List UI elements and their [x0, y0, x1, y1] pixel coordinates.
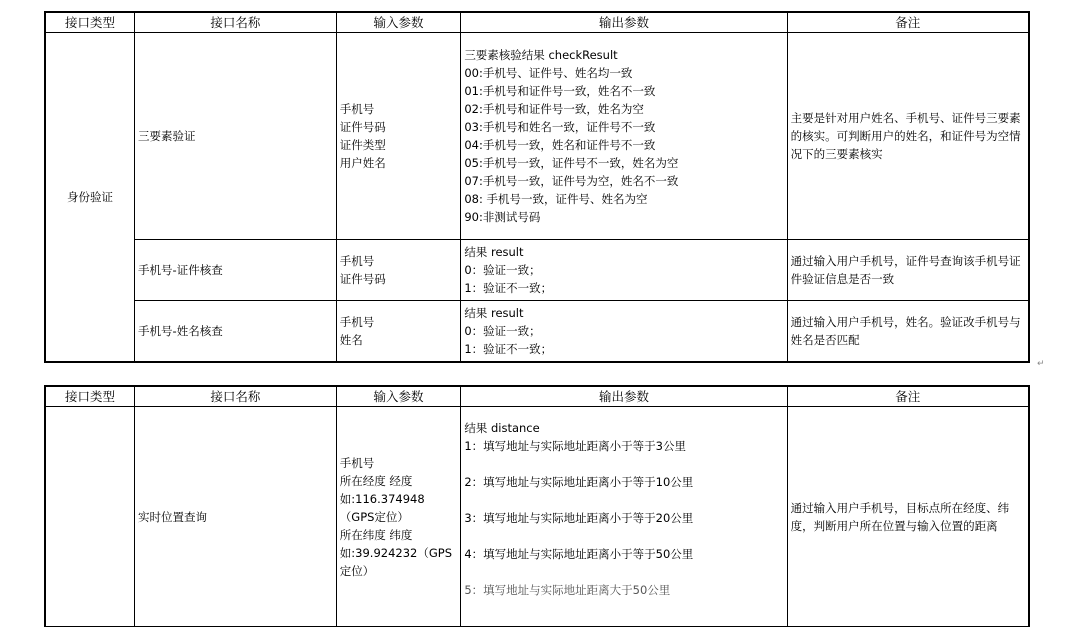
input-param: 如:116.374948（GPS定位）	[339, 491, 425, 524]
output-line: 结果 distance	[464, 421, 540, 435]
header-interface-name: 接口名称	[135, 386, 337, 407]
output-params-cell	[461, 240, 787, 301]
output-line: 04:手机号一致，姓名和证件号不一致	[464, 138, 656, 152]
identity-verification-table	[44, 11, 1030, 363]
table-row	[45, 301, 1029, 362]
output-line: 00:手机号、证件号、姓名均一致	[464, 66, 633, 80]
input-param: 所在经度 经度	[339, 473, 413, 488]
input-param: 用户姓名	[339, 156, 386, 170]
table-row	[45, 407, 1029, 627]
output-line: 03:手机号和姓名一致，证件号不一致	[464, 120, 656, 134]
header-input-params: 输入参数	[336, 12, 461, 33]
output-line: 0：验证一致；	[464, 323, 541, 338]
interface-name-cell: 手机号-证件核查	[135, 240, 337, 301]
output-line: 0：验证一致；	[464, 263, 541, 277]
output-line: 01:手机号和证件号一致，姓名不一致	[464, 84, 656, 98]
output-line: 1：填写地址与实际地址距离小于等于3公里	[464, 439, 686, 453]
input-param: 证件号码	[339, 120, 386, 134]
output-line: 1：验证不一致；	[464, 341, 553, 356]
output-line: 02:手机号和证件号一致，姓名为空	[464, 102, 644, 116]
input-param: 手机号	[339, 254, 375, 268]
header-interface-type: 接口类型	[45, 12, 135, 33]
table-row	[45, 33, 1029, 240]
table-header-row	[45, 12, 1029, 33]
input-param: 姓名	[339, 332, 363, 347]
notes-cell: 主要是针对用户姓名、手机号、证件号三要素的核实。可判断用户的姓名，和证件号为空情况下的三要素核实	[787, 33, 1029, 240]
header-interface-type: 接口类型	[45, 386, 135, 407]
output-line: 08: 手机号一致，证件号、姓名为空	[464, 192, 648, 206]
output-line: 90:非测试号码	[464, 210, 541, 224]
header-notes: 备注	[787, 12, 1029, 33]
input-param: 手机号	[339, 455, 375, 470]
header-output-params: 输出参数	[461, 12, 787, 33]
input-param: 证件号码	[339, 272, 386, 286]
output-line: 2：填写地址与实际地址距离小于等于10公里	[464, 475, 694, 489]
output-line: 结果 result	[464, 245, 524, 259]
output-params-cell	[461, 301, 787, 362]
category-cell: 身份验证	[45, 33, 135, 362]
input-param: 所在纬度 纬度	[339, 527, 413, 542]
header-notes: 备注	[787, 386, 1029, 407]
input-params-cell	[336, 240, 461, 301]
input-param: 如:39.924232（GPS定位）	[339, 545, 452, 578]
output-line: 4：填写地址与实际地址距离小于等于50公里	[464, 547, 694, 561]
output-params-cell	[461, 407, 787, 627]
location-query-table	[44, 385, 1030, 627]
input-param: 手机号	[339, 314, 375, 329]
interface-name-cell: 三要素验证	[135, 33, 337, 240]
output-line: 三要素核验结果 checkResult	[464, 48, 618, 62]
header-output-params: 输出参数	[461, 386, 787, 407]
input-param: 证件类型	[339, 138, 386, 152]
output-line: 3：填写地址与实际地址距离小于等于20公里	[464, 511, 694, 525]
output-line: 5：填写地址与实际地址距离大于50公里	[464, 583, 671, 597]
header-interface-name: 接口名称	[135, 12, 337, 33]
category-cell	[45, 407, 135, 627]
output-line: 07:手机号一致，证件号为空，姓名不一致	[464, 174, 679, 188]
output-line: 1：验证不一致；	[464, 281, 553, 295]
input-params-cell	[336, 33, 461, 240]
notes-cell: 通过输入用户手机号，目标点所在经度、纬度，判断用户所在位置与输入位置的距离	[787, 407, 1029, 627]
input-params-cell	[336, 407, 461, 627]
paragraph-mark: ↵	[1037, 359, 1045, 369]
interface-name-cell: 实时位置查询	[135, 407, 337, 627]
header-input-params: 输入参数	[336, 386, 461, 407]
interface-name-cell: 手机号-姓名核查	[135, 301, 337, 362]
notes-cell: 通过输入用户手机号，姓名。验证改手机号与姓名是否匹配	[787, 301, 1029, 362]
output-params-cell	[461, 33, 787, 240]
output-line: 05:手机号一致，证件号不一致，姓名为空	[464, 156, 679, 170]
notes-cell: 通过输入用户手机号，证件号查询该手机号证件验证信息是否一致	[787, 240, 1029, 301]
table-header-row	[45, 386, 1029, 407]
table-row	[45, 240, 1029, 301]
output-line: 结果 result	[464, 305, 524, 320]
input-param: 手机号	[339, 102, 375, 116]
input-params-cell	[336, 301, 461, 362]
